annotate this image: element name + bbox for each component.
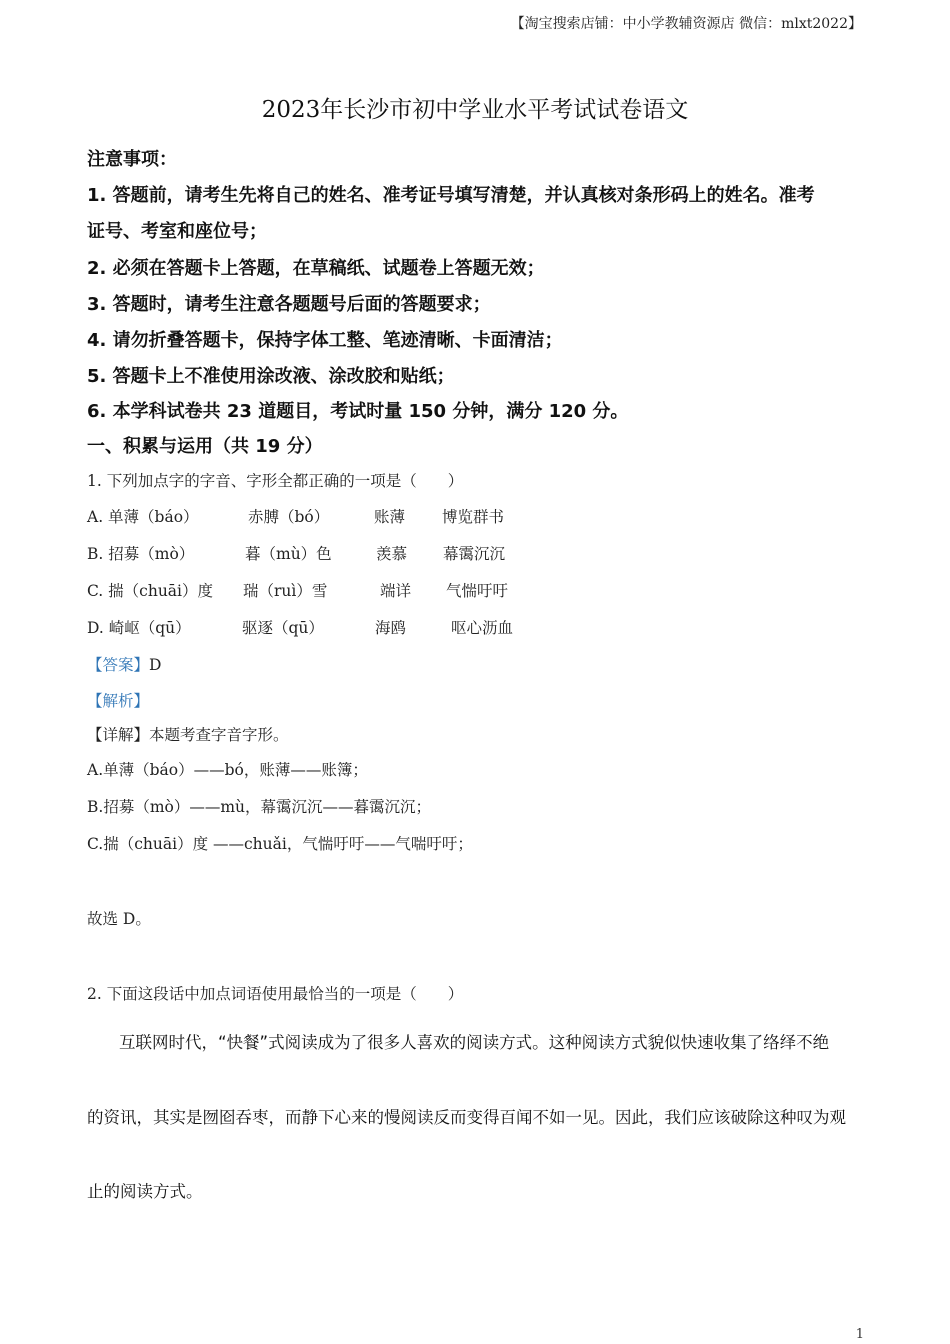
- answer-value: D: [149, 656, 162, 674]
- option-text: D. 崎岖（qū）: [87, 619, 191, 637]
- notice-item: 证号、考室和座位号；: [87, 221, 267, 242]
- option-text: 驱逐（qū）: [242, 619, 324, 637]
- option-text: 端详: [380, 582, 412, 600]
- option-text: C. 揣（chuāi）度: [87, 582, 214, 600]
- notice-item: 2. 必须在答题卡上答题，在草稿纸、试题卷上答题无效；: [87, 258, 545, 279]
- option-text: B. 招募（mò）: [87, 545, 195, 563]
- detail-item: B.招募（mò）——mù，幕霭沉沉——暮霭沉沉；: [87, 798, 432, 816]
- page-title: 2023年长沙市初中学业水平考试试卷语文: [261, 97, 689, 123]
- detail-line: [87, 723, 289, 745]
- option-text: 暮（mù）色: [245, 545, 332, 563]
- notice-item: 5. 答题卡上不准使用涂改液、涂改胶和贴纸；: [87, 366, 455, 387]
- question-stem: 1. 下列加点字的字音、字形全都正确的一项是（ ）: [87, 472, 464, 490]
- notice-item: 3. 答题时，请考生注意各题题号后面的答题要求；: [87, 294, 491, 315]
- notice-heading: 注意事项：: [87, 149, 177, 170]
- detail-label: 【详解】: [87, 726, 150, 744]
- header-note: 【淘宝搜索店铺：中小学教辅资源店 微信：mlxt2022】: [510, 16, 862, 32]
- option-text: 博览群书: [442, 508, 505, 526]
- option-text: 海鸥: [375, 619, 407, 637]
- notice-item: 4. 请勿折叠答题卡，保持字体工整、笔迹清晰、卡面清洁；: [87, 330, 563, 351]
- option-text: A. 单薄（báo）: [87, 508, 199, 526]
- option-text: 幕霭沉沉: [443, 545, 506, 563]
- option-text: 账薄: [374, 508, 406, 526]
- analysis-label: 【解析】: [87, 692, 150, 710]
- detail-item: A.单薄（báo）——bó，账薄——账簿；: [87, 761, 368, 779]
- notice-item: 6. 本学科试卷共 23 道题目，考试时量 150 分钟，满分 120 分。: [87, 401, 629, 422]
- option-text: 羡慕: [376, 545, 408, 563]
- passage-line: 止的阅读方式。: [87, 1182, 203, 1201]
- question-stem: 2. 下面这段话中加点词语使用最恰当的一项是（ ）: [87, 985, 464, 1003]
- answer-line: [87, 653, 161, 675]
- section-heading: 一、积累与运用（共 19 分）: [87, 436, 323, 457]
- passage-line: 互联网时代，“快餐”式阅读成为了很多人喜欢的阅读方式。这种阅读方式貌似快速收集了络绎不绝: [119, 1033, 830, 1052]
- option-text: 气惴吁吁: [446, 582, 509, 600]
- detail-item: C.揣（chuāi）度 ——chuǎi，气惴吁吁——气喘吁吁；: [87, 835, 473, 853]
- passage-line: 的资讯，其实是囫囵吞枣，而静下心来的慢阅读反而变得百闻不如一见。因此，我们应该破除这种叹为观: [87, 1108, 846, 1127]
- page-number: 1: [855, 1327, 864, 1342]
- option-text: 赤膊（bó）: [248, 508, 330, 526]
- notice-item: 1. 答题前，请考生先将自己的姓名、准考证号填写清楚，并认真核对条形码上的姓名。准考: [87, 185, 815, 206]
- answer-label: 【答案】: [87, 656, 150, 674]
- detail-text: 本题考查字音字形。: [149, 726, 289, 744]
- option-text: 呕心沥血: [451, 619, 514, 637]
- conclusion: 故选 D。: [87, 910, 151, 928]
- option-text: 瑞（ruì）雪: [243, 582, 328, 600]
